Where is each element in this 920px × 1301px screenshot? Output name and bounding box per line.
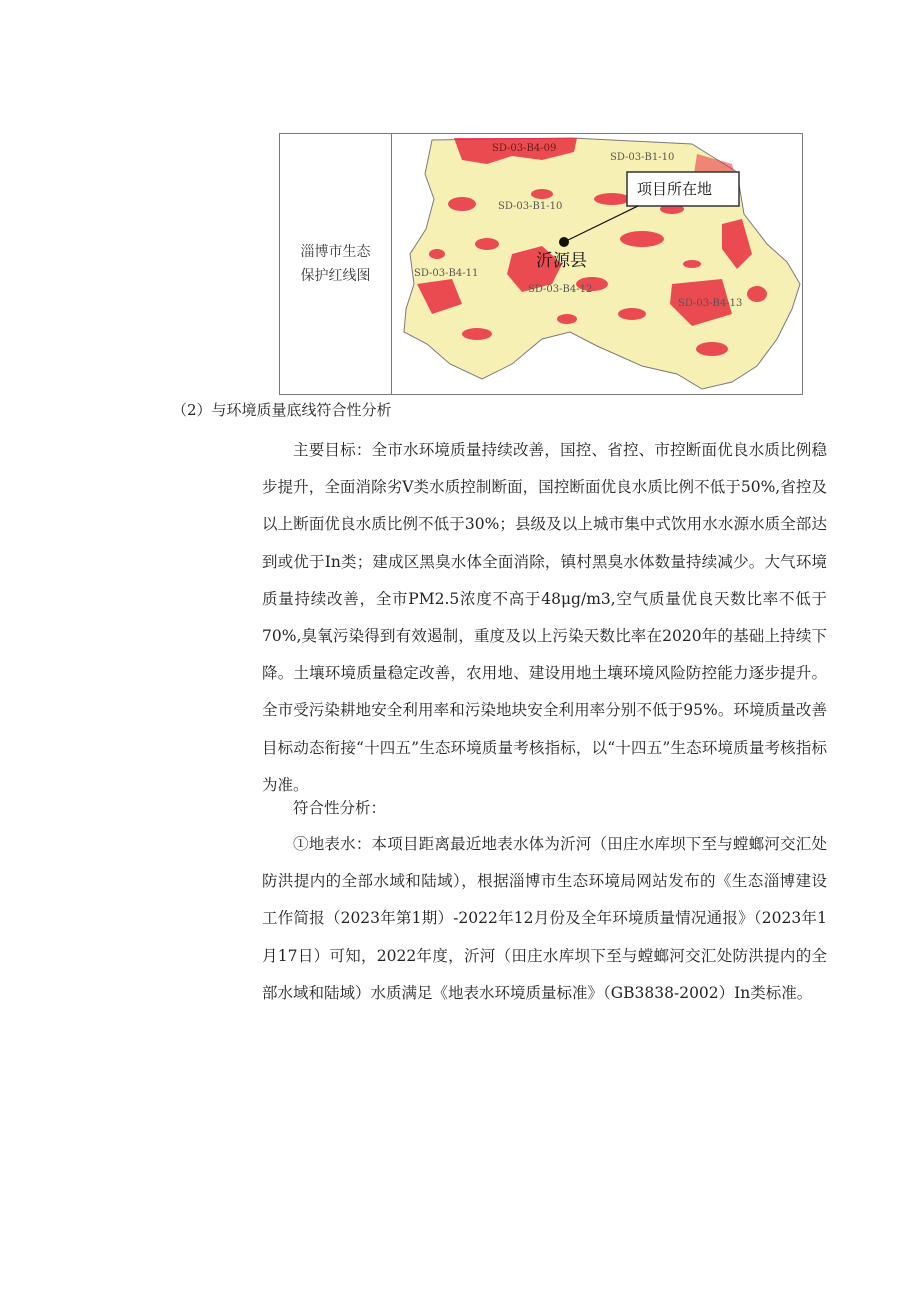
redline-patch-6 [618, 308, 646, 320]
redline-patch-7 [557, 314, 577, 324]
zone-label-b4-12: SD-03-B4-12 [528, 284, 593, 295]
redline-patch-2 [594, 193, 630, 205]
redline-patch-4 [475, 238, 499, 250]
redline-patch-1 [448, 197, 476, 211]
ecological-redline-map [392, 134, 802, 394]
county-label: 沂源县 [536, 251, 587, 271]
figure-label [280, 134, 392, 394]
zone-label-b1-10-ne: SD-03-B1-10 [610, 152, 675, 163]
redline-patch-3 [620, 231, 664, 247]
redline-patch-12 [747, 286, 767, 302]
surface-water-paragraph: ①地表水：本项目距离最近地表水体为沂河（田庄水库坝下至与螳螂河交汇处防洪提内的全部水域和陆域），根据淄博市生态环境局网站发布的《生态淄博建设工作简报（2023年第1期）-2022年12月份及全年环境质量情况通报》（2023年1月17日）可知，2022年度，沂河（田庄水库坝下至与螳螂河交汇处防洪提内的全部水域和陆域）水质满足《地表水环境质量标准》（GB3838-2002）In类标准。 [262, 835, 827, 1002]
zone-label-b4-13: SD-03-B4-13 [678, 298, 743, 309]
figure-label-line1: 淄博市生态 [300, 244, 371, 260]
project-location-marker [559, 237, 569, 247]
redline-patch-11 [429, 249, 445, 259]
redline-patch-14 [683, 260, 701, 268]
callout-text: 项目所在地 [637, 180, 713, 198]
redline-patch-9 [696, 342, 728, 356]
zone-label-b1-10: SD-03-B1-10 [498, 201, 563, 212]
main-goal-paragraph: 主要目标：全市水环境质量持续改善，国控、省控、市控断面优良水质比例稳步提升，全面消除劣V类水质控制断面，国控断面优良水质比例不低于50%,省控及以上断面优良水质比例不低于30%；县级及以上城市集中式饮用水水源水质全部达到或优于In类；建成区黑臭水体全面消除，镇村黑臭水体数量持续减少。大气环境质量持续改善，全市PM2.5浓度不高于48μg/m3,空气质量优良天数比率不低于70%,臭氧污染得到有效遏制，重度及以上污染天数比率在2020年的基础上持续下降。土壤环境质量稳定改善，农用地、建设用地土壤环境风险防控能力逐步提升。全市受污染耕地安全利用率和污染地块安全利用率分别不低于95%。环境质量改善目标动态衔接“十四五”生态环境质量考核指标，以“十四五”生态环境质量考核指标为准。 [262, 441, 827, 794]
zone-label-b4-09: SD-03-B4-09 [492, 143, 557, 154]
figure-label-line2: 保护红线图 [300, 268, 371, 284]
section-heading: （2）与环境质量底线符合性分析 [172, 401, 392, 419]
redline-patch-13 [531, 189, 553, 199]
figure-table [279, 133, 803, 395]
analysis-title: 符合性分析： [293, 799, 387, 817]
redline-patch-8 [462, 328, 492, 340]
zone-label-b4-11: SD-03-B4-11 [414, 268, 479, 279]
map-svg [392, 134, 802, 394]
